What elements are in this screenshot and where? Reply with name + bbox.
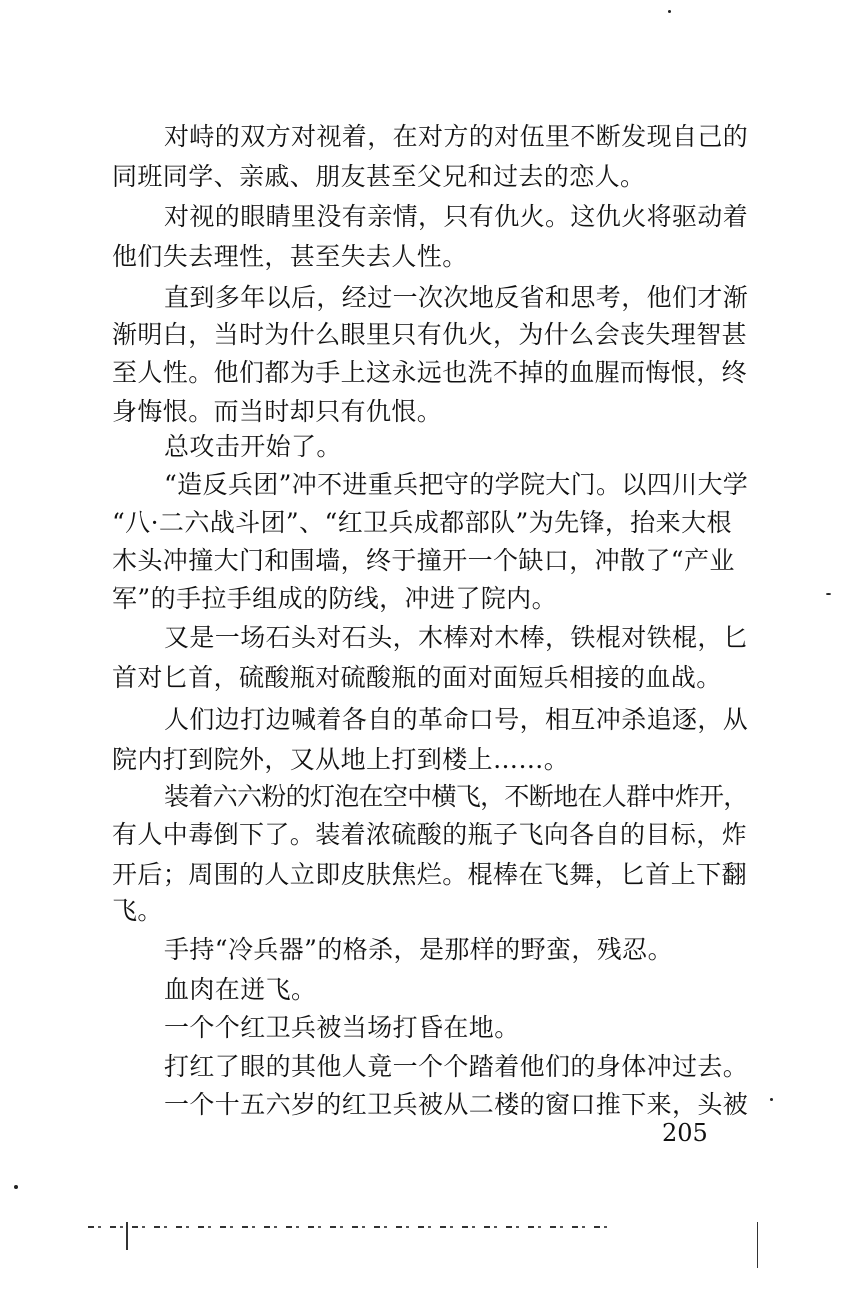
paragraph-first-line: 手持“冷兵器”的格杀，是那样的野蛮，残忍。 [164, 935, 673, 964]
paragraph-line: 首对匕首，硫酸瓶对硫酸瓶的面对面短兵相接的血战。 [112, 663, 722, 692]
paragraph-line: 渐明白，当时为什么眼里只有仇火，为什么会丧失理智甚 [112, 320, 748, 349]
scan-speck [826, 593, 831, 595]
paragraph-first-line: 血肉在迸飞。 [164, 975, 317, 1004]
paragraph-line: 军”的手拉手组成的防线，冲进了院内。 [112, 584, 557, 613]
paragraph-first-line: 装着六六粉的灯泡在空中横飞，不断地在人群中炸开， [164, 782, 748, 811]
paragraph-line: 飞。 [112, 896, 163, 925]
paragraph-first-line: 一个个红卫兵被当场打昏在地。 [164, 1013, 520, 1042]
paragraph-first-line: 一个十五六岁的红卫兵被从二楼的窗口推下来，头被 [164, 1090, 749, 1119]
paragraph-first-line: 对视的眼睛里没有亲情，只有仇火。这仇火将驱动着 [164, 202, 749, 231]
paragraph-first-line: 对峙的双方对视着，在对方的对伍里不断发现自己的 [164, 122, 749, 151]
page-number: 205 [662, 1119, 708, 1147]
paragraph-line: 有人中毒倒下了。装着浓硫酸的瓶子飞向各自的目标，炸 [112, 820, 748, 849]
scan-rule [88, 1226, 608, 1228]
paragraph-line: 身悔恨。而当时却只有仇恨。 [112, 397, 443, 426]
paragraph-first-line: 打红了眼的其他人竟一个个踏着他们的身体冲过去。 [164, 1052, 749, 1081]
paragraph-line: 院内打到院外，又从地上打到楼上……。 [112, 745, 570, 774]
paragraph-first-line: “造反兵团”冲不进重兵把守的学院大门。以四川大学 [164, 470, 749, 499]
scan-tick [126, 1222, 128, 1250]
scan-speck [14, 1185, 18, 1189]
scan-speck [668, 10, 671, 13]
paragraph-line: 木头冲撞大门和围墙，终于撞开一个缺口，冲散了“产业 [112, 546, 735, 575]
paragraph-line: 至人性。他们都为手上这永远也洗不掉的血腥而悔恨，终 [112, 358, 748, 387]
paragraph-first-line: 人们边打边喊着各自的革命口号，相互冲杀追逐，从 [164, 705, 749, 734]
scan-tick [757, 1222, 758, 1268]
paragraph-line: 他们失去理性，甚至失去人性。 [112, 242, 468, 271]
paragraph-first-line: 又是一场石头对石头，木棒对木棒，铁棍对铁棍，匕 [164, 623, 749, 652]
paragraph-line: “八·二六战斗团”、“红卫兵成都部队”为先锋，抬来大根 [112, 508, 732, 537]
paragraph-line: 同班同学、亲戚、朋友甚至父兄和过去的恋人。 [112, 162, 646, 191]
scan-speck [770, 1098, 773, 1101]
paragraph-first-line: 总攻击开始了。 [164, 432, 342, 461]
paragraph-line: 开后；周围的人立即皮肤焦烂。棍棒在飞舞，匕首上下翻 [112, 860, 748, 889]
paragraph-first-line: 直到多年以后，经过一次次地反省和思考，他们才渐 [164, 283, 749, 312]
